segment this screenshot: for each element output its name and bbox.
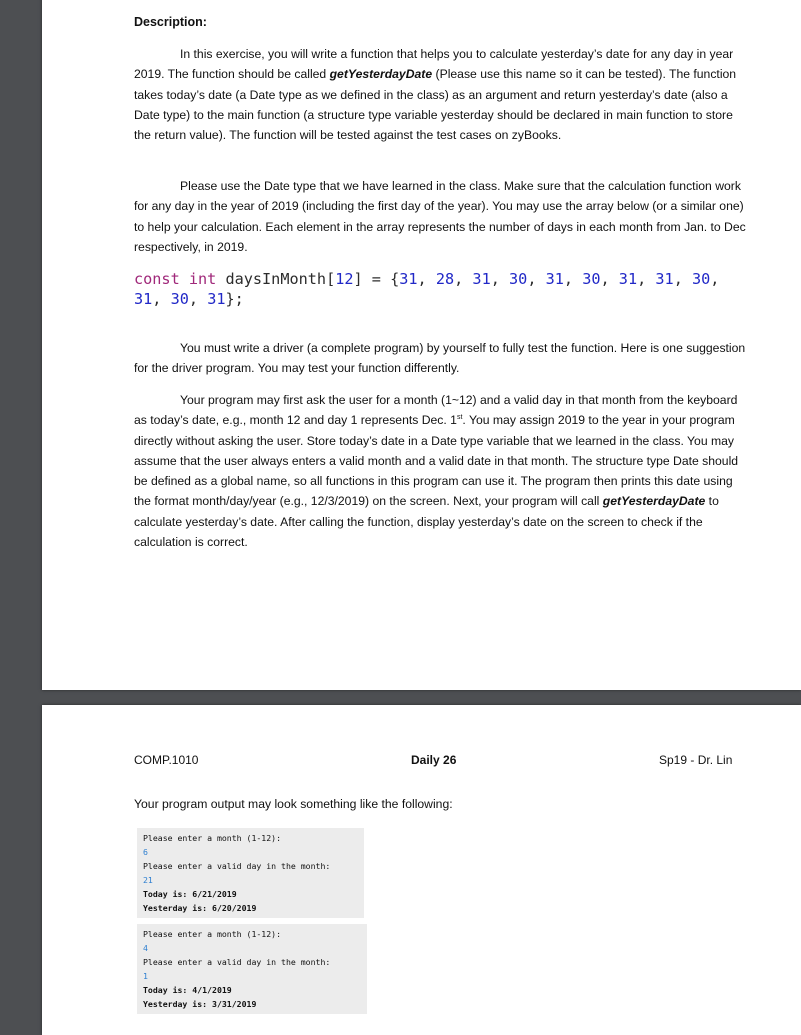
output-intro: Your program output may look something like the following: <box>134 797 453 811</box>
paragraph-date-type: Please use the Date type that we have learned in the class. Make sure that the calculation function work for any day in the year of 2019 (including the first day of the year). You may use the array below (or a similar one) to help your calculation. Each element in the array represents the number of days in each month from Jan. to Dec respectively, in 2019. <box>134 179 746 254</box>
paragraph-driver: You must write a driver (a complete program) by yourself to fully test the function. Here is one suggestion for the driver program. You may test your function differently. <box>134 341 746 376</box>
paragraph-intro: In this exercise, you will write a function that helps you to calculate yesterday’s date for any day in year 2019. The function should be called getYesterdayDate (Please use this name so it can be tested). The function takes today’s date (a Date type as we defined in the class) as an argument and return yesterday’s date (also a Date type) to the main function (a structure type variable yesterday should be declared in main function to store the return value). The function will be tested against the test cases on zyBooks. <box>134 47 737 143</box>
code-snippet: const int daysInMonth[12] = {31, 28, 31, 30, 31, 30, 31, 31, 30, 31, 30, 31}; <box>134 270 720 308</box>
header-term: Sp19 - Dr. Lin <box>659 753 733 767</box>
console-input: 6 <box>143 847 148 857</box>
console-prompt: Please enter a valid day in the month: <box>143 957 331 967</box>
console-prompt: Please enter a month (1-12): <box>143 833 282 843</box>
description-heading: Description: <box>134 15 207 29</box>
document-page-2 <box>42 705 801 1035</box>
function-name: getYesterdayDate <box>602 494 706 509</box>
console-output: Today is: 4/1/2019 <box>143 985 232 995</box>
console-input: 4 <box>143 943 148 953</box>
console-input: 1 <box>143 971 148 981</box>
console-output: Yesterday is: 3/31/2019 <box>143 999 257 1009</box>
sample-output-2 <box>137 924 367 1014</box>
console-prompt: Please enter a month (1-12): <box>143 929 282 939</box>
header-title: Daily 26 <box>411 753 457 767</box>
paragraph-program-details: Your program may first ask the user for a month (1~12) and a valid day in that month from the keyboard as today’s date, e.g., month 12 and day 1 represents Dec. 1st. You may assign 2019 to the year in your program directly without asking the user. Store today’s date in a Date type variable that we learned in the class. You may assume that the user always enters a valid month and a valid date in that month. The structure type Date should be defined as a global name, so all functions in this program can use it. The program then prints this date using the format month/day/year (e.g., 12/3/2019) on the screen. Next, your program will call getYesterdayDate to calculate yesterday’s date. After calling the function, display yesterday’s date on the screen to check if the calculation is correct. <box>134 393 739 550</box>
sample-output-1 <box>137 828 364 918</box>
console-output: Today is: 6/21/2019 <box>143 889 237 899</box>
console-output: Yesterday is: 6/20/2019 <box>143 903 257 913</box>
document-page-1 <box>42 0 801 690</box>
function-name: getYesterdayDate <box>329 67 433 82</box>
header-course: COMP.1010 <box>134 753 199 767</box>
console-input: 21 <box>143 875 153 885</box>
console-prompt: Please enter a valid day in the month: <box>143 861 331 871</box>
